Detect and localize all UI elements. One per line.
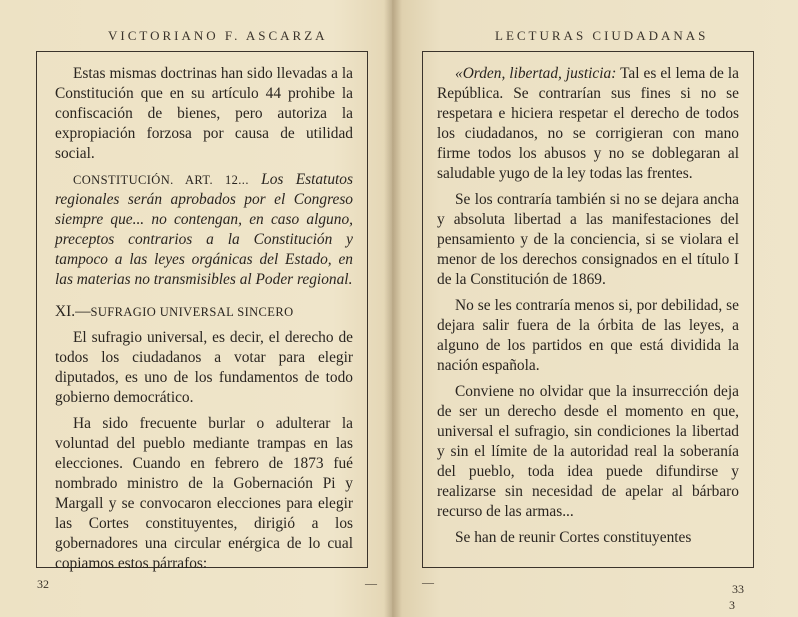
left-running-head: VICTORIANO F. ASCARZA	[108, 28, 328, 43]
motto-continuation: Tal es el lema de la República. Se contrarían sus fines si no se respetara e hiciera respetar el derecho de todos los ciudadanos, no se corrigieran con mano firme todos los abusos y no se doblegaran al saludable yugo de la ley todas las frentes.	[437, 65, 740, 182]
right-page	[392, 0, 798, 617]
right-paragraph-1	[437, 64, 739, 184]
right-running-head: LECTURAS CIUDADANAS	[495, 28, 709, 43]
section-number: XI.—	[55, 303, 91, 320]
book-gutter	[384, 0, 402, 617]
section-heading	[55, 302, 353, 322]
left-paragraph-2	[55, 170, 353, 290]
motto-text: «Orden, libertad, justicia:	[455, 65, 617, 82]
left-footer-dash: —	[365, 576, 377, 590]
article-text: Los Estatutos regionales serán aprobados por el Congreso siempre que... no contengan, en caso alguno, preceptos contrarios a la Constitución y tampoco a las leyes orgánicas del Estado, en las materias no transmisibles al Poder regional.	[55, 171, 353, 288]
right-page-number: 33	[732, 582, 744, 596]
left-text-frame	[36, 51, 368, 572]
left-page-number: 32	[37, 577, 49, 591]
right-paragraph-2: Se los contraría también si no se dejara ancha y absoluta libertad a las manifestaciones del pensamiento y de la conciencia, si se violara el menor de los derechos consignados en el título I de la Constitución de 1869.	[437, 191, 739, 288]
left-paragraph-3: El sufragio universal, es decir, el derecho de todos los ciudadanos a votar para elegir diputados, es uno de los fundamentos de todo gobierno democrático.	[55, 329, 353, 406]
left-paragraph-1: Estas mismas doctrinas han sido llevadas a la Constitución que en su artículo 44 prohibe la confiscación de bienes, pero autoriza la expropiación forzosa por causa de utilidad social.	[55, 65, 353, 162]
right-footer-dash: —	[422, 575, 434, 589]
signature-mark: 3	[729, 598, 735, 612]
article-label: CONSTITUCIÓN. ART. 12...	[73, 173, 249, 187]
right-paragraph-4: Conviene no olvidar que la insurrección deja de ser un derecho desde el momento en que, universal el sufragio, sin condiciones la libertad y sin el límite de la autoridad real la soberanía del pueblo, toda idea puede difundirse y realizarse sin necesidad de apelar al bárbaro recurso de las armas...	[437, 383, 739, 520]
right-paragraph-5: Se han de reunir Cortes constituyentes	[455, 529, 692, 546]
left-paragraph-4: Ha sido frecuente burlar o adulterar la voluntad del pueblo mediante trampas en las elecciones. Cuando en febrero de 1873 fué nombrado ministro de la Gobernación Pi y Margall y se convocaron elecciones para elegir las Cortes constituyentes, dirigió a los gobernadores una circular enérgica de lo cual copiamos estos párrafos:	[55, 415, 353, 572]
section-title: SUFRAGIO UNIVERSAL SINCERO	[90, 305, 294, 319]
left-page	[0, 0, 392, 617]
right-text-frame	[422, 51, 754, 568]
right-paragraph-3: No se les contraría menos si, por debilidad, se dejara salir fuera de la órbita de las leyes, a alguno de los partidos en que está dividida la nación española.	[437, 297, 739, 374]
